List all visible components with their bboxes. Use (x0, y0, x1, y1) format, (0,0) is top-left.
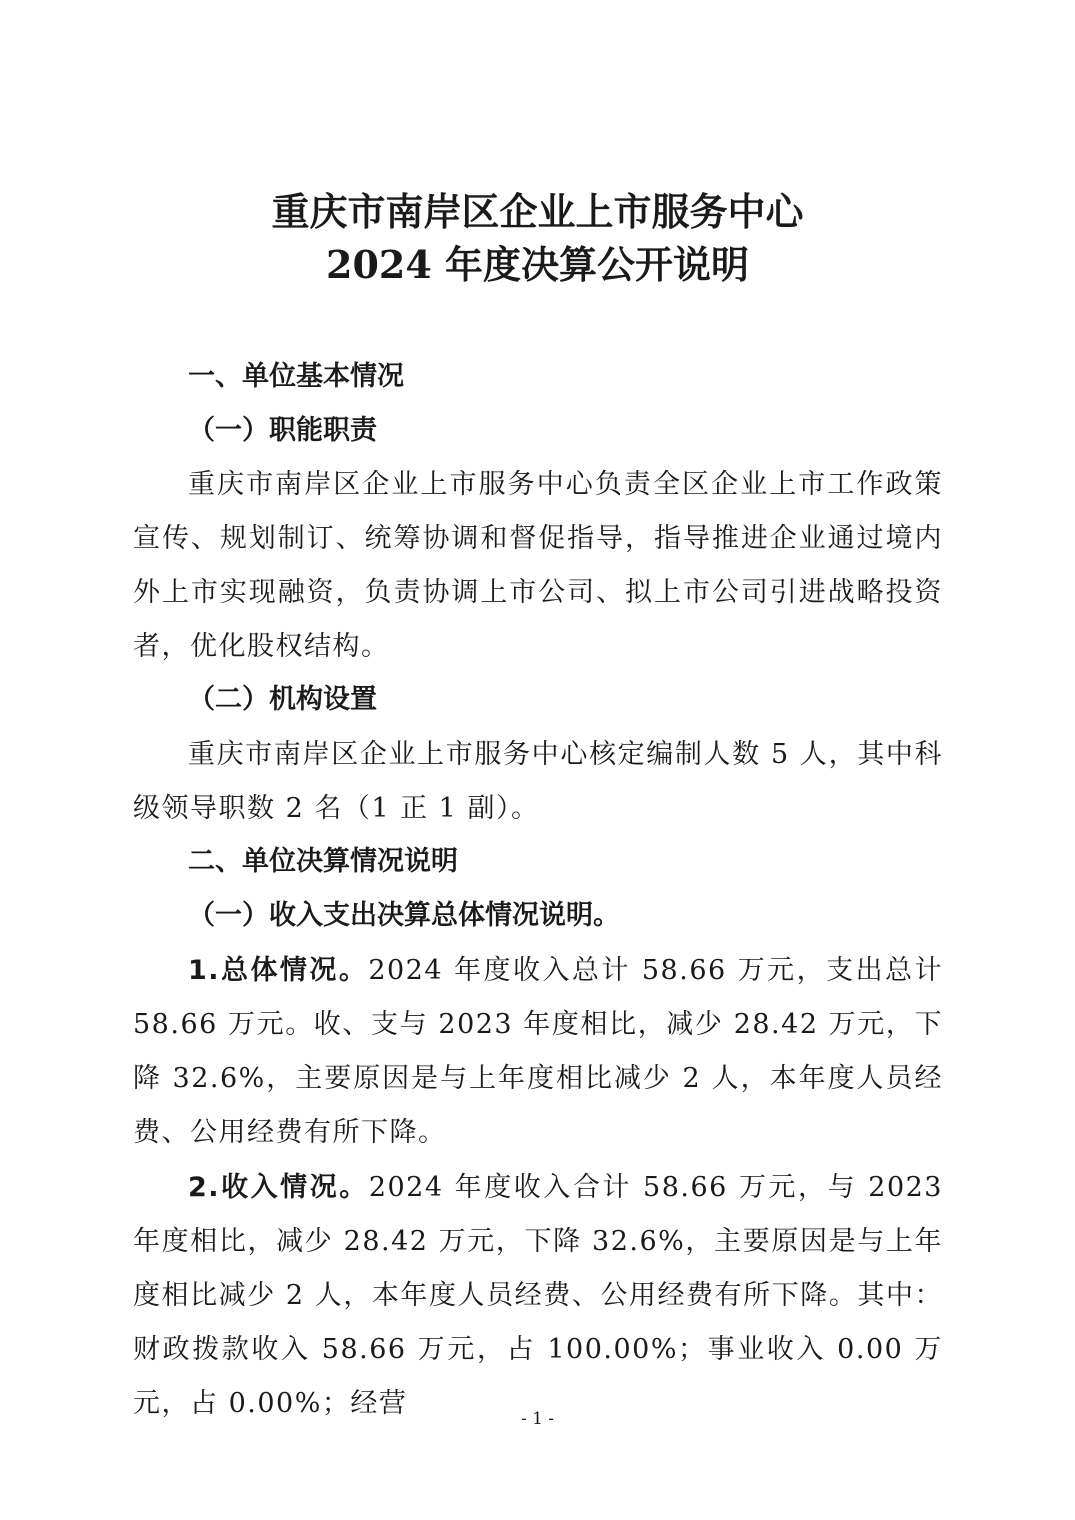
subsection-heading-functions: （一）职能职责 (188, 415, 377, 446)
paragraph-body-overall: 2024 年度收入总计 58.66 万元，支出总计 58.66 万元。收、支与 2023 年度相比，减少 28.42 万元，下降 32.6%，主要原因是与上年度相比减少 2 人，本年度人员经费、公用经费有所下降。 (133, 955, 943, 1148)
subsection-heading-organization: （二）机构设置 (188, 684, 377, 715)
document-title-line-2: 2024 年度决算公开说明 (326, 242, 749, 287)
section-heading-basic-info: 一、单位基本情况 (188, 361, 404, 392)
subsection-heading-income-expenditure: （一）收入支出决算总体情况说明。 (188, 900, 620, 931)
paragraph-lead-income: 2.收入情况。 (188, 1172, 369, 1203)
paragraph-functions: 重庆市南岸区企业上市服务中心负责全区企业上市工作政策宣传、规划制订、统筹协调和督促指导，指导推进企业通过境内外上市实现融资，负责协调上市公司、拟上市公司引进战略投资者，优化股权结构。 (133, 469, 943, 662)
paragraph-organization: 重庆市南岸区企业上市服务中心核定编制人数 5 人，其中科级领导职数 2 名（1 正 1 副）。 (133, 739, 943, 824)
paragraph-body-income: 2024 年度收入合计 58.66 万元，与 2023 年度相比，减少 28.42 万元，下降 32.6%，主要原因是与上年度相比减少 2 人，本年度人员经费、公用经费有所下降。其中：财政拨款收入 58.66 万元，占 100.00%；事业收入 0.00 万元，占 0.00%；经营 (133, 1172, 943, 1419)
paragraph-income-situation (133, 1161, 943, 1431)
document-title-line-1: 重庆市南岸区企业上市服务中心 (271, 189, 804, 234)
page-number: - 1 - (520, 1409, 555, 1429)
paragraph-overall-situation (133, 944, 943, 1160)
section-heading-final-accounts: 二、单位决算情况说明 (188, 846, 458, 877)
paragraph-lead-overall: 1.总体情况。 (188, 955, 369, 986)
